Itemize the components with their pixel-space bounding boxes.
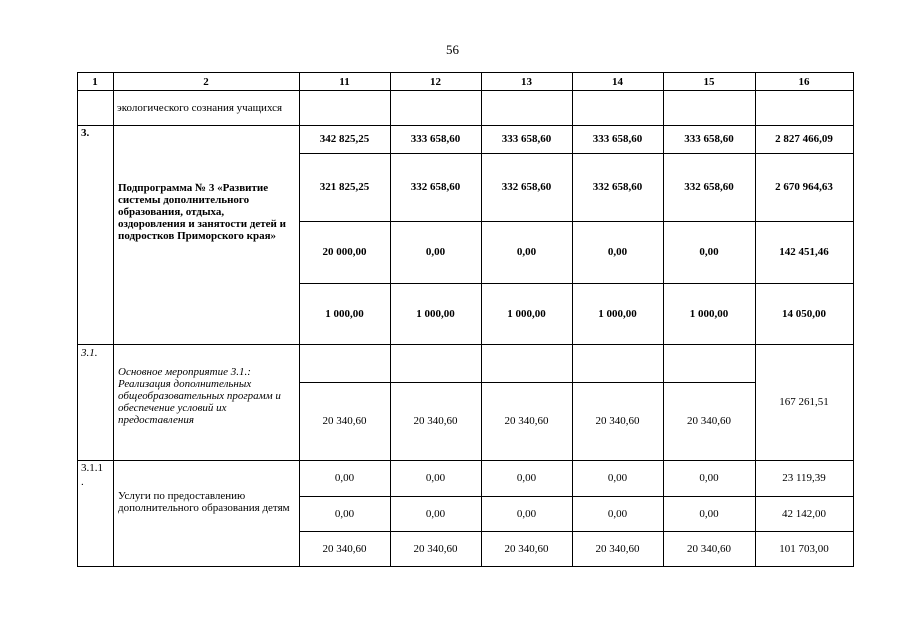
subrow-line xyxy=(299,382,756,383)
value-cell: 0,00 xyxy=(699,472,719,484)
value-cell: 0,00 xyxy=(425,472,446,484)
value-cell: 20 340,60 xyxy=(687,542,731,555)
row-code: 3.1.1 xyxy=(81,462,103,474)
column-header: 11 xyxy=(339,75,350,88)
row-line xyxy=(77,460,854,461)
service-title: Услуги по предоставлению дополнительного образования детям xyxy=(118,490,290,514)
value-cell: 333 658,60 xyxy=(501,133,552,145)
value-cell: 0,00 xyxy=(607,472,628,484)
value-cell: 0,00 xyxy=(699,246,719,258)
row-description: экологического сознания учащихся xyxy=(117,102,283,114)
subrow-line xyxy=(299,153,854,154)
value-cell: 20 340,60 xyxy=(322,415,367,427)
row-code: 3. xyxy=(81,127,90,139)
column-header: 2 xyxy=(203,75,209,88)
value-cell: 332 658,60 xyxy=(684,181,734,193)
column-header: 1 xyxy=(92,75,98,88)
column-header: 12 xyxy=(430,75,441,88)
value-cell: 332 658,60 xyxy=(410,181,461,193)
value-cell: 2 827 466,09 xyxy=(775,133,833,145)
value-cell: 1 000,00 xyxy=(507,307,546,320)
value-cell: 101 703,00 xyxy=(779,542,829,555)
subrow-line xyxy=(299,531,854,532)
value-cell: 321 825,25 xyxy=(319,181,370,193)
value-cell: 333 658,60 xyxy=(592,133,643,145)
value-cell: 0,00 xyxy=(699,507,719,520)
value-cell: 1 000,00 xyxy=(325,307,364,320)
column-header: 15 xyxy=(703,75,715,88)
value-cell: 20 340,60 xyxy=(504,542,549,555)
value-cell: 20 340,60 xyxy=(687,415,731,427)
column-line-8 xyxy=(853,72,854,567)
value-cell: 0,00 xyxy=(425,507,446,520)
subrow-line xyxy=(299,221,854,222)
value-cell: 20 000,00 xyxy=(322,246,367,258)
column-header: 13 xyxy=(521,75,532,88)
subrow-line xyxy=(299,283,854,284)
subrow-line xyxy=(299,496,854,497)
value-cell: 20 340,60 xyxy=(322,542,367,555)
subprogram-title: Подпрограмма № 3 «Развитие системы дополнительного образования, отдыха, оздоровления и занятости детей и подростков Приморского края» xyxy=(118,182,286,242)
value-cell: 342 825,25 xyxy=(319,133,370,145)
column-line-0 xyxy=(77,72,78,567)
value-cell: 14 050,00 xyxy=(782,307,826,320)
value-cell: 1 000,00 xyxy=(689,307,729,320)
value-cell: 1 000,00 xyxy=(598,307,637,320)
row-code: 3.1. xyxy=(81,347,98,359)
value-cell: 20 340,60 xyxy=(595,542,640,555)
value-cell: 0,00 xyxy=(516,507,537,520)
value-cell: 0,00 xyxy=(516,246,537,258)
value-cell: 20 340,60 xyxy=(504,415,549,427)
row-line xyxy=(77,344,854,345)
value-cell: 332 658,60 xyxy=(501,181,552,193)
value-cell: 20 340,60 xyxy=(595,415,640,427)
page-number: 56 xyxy=(446,42,459,57)
value-cell: 0,00 xyxy=(334,472,355,484)
value-cell: 42 142,00 xyxy=(782,507,826,520)
value-cell: 0,00 xyxy=(425,246,446,258)
value-cell: 23 119,39 xyxy=(782,472,826,484)
column-header: 14 xyxy=(612,75,623,88)
value-cell: 0,00 xyxy=(607,507,628,520)
value-cell: 2 670 964,63 xyxy=(775,181,833,193)
row-code-dot: . xyxy=(81,476,84,488)
total-cell: 167 261,51 xyxy=(779,396,829,408)
value-cell: 333 658,60 xyxy=(684,133,734,145)
activity-title: Основное мероприятие 3.1.: Реализация дополнительных общеобразовательных программ и обеспечение условий их предоставления xyxy=(118,366,281,426)
value-cell: 0,00 xyxy=(334,507,355,520)
header-bottom-border xyxy=(77,90,854,91)
value-cell: 0,00 xyxy=(516,472,537,484)
row-line xyxy=(77,125,854,126)
value-cell: 0,00 xyxy=(607,246,628,258)
value-cell: 20 340,60 xyxy=(413,542,458,555)
column-header: 16 xyxy=(798,75,810,88)
table-bottom-border xyxy=(77,566,854,567)
value-cell: 142 451,46 xyxy=(779,246,829,258)
column-line-1 xyxy=(113,72,114,567)
value-cell: 332 658,60 xyxy=(592,181,643,193)
value-cell: 1 000,00 xyxy=(416,307,455,320)
value-cell: 333 658,60 xyxy=(410,133,461,145)
value-cell: 20 340,60 xyxy=(413,415,458,427)
